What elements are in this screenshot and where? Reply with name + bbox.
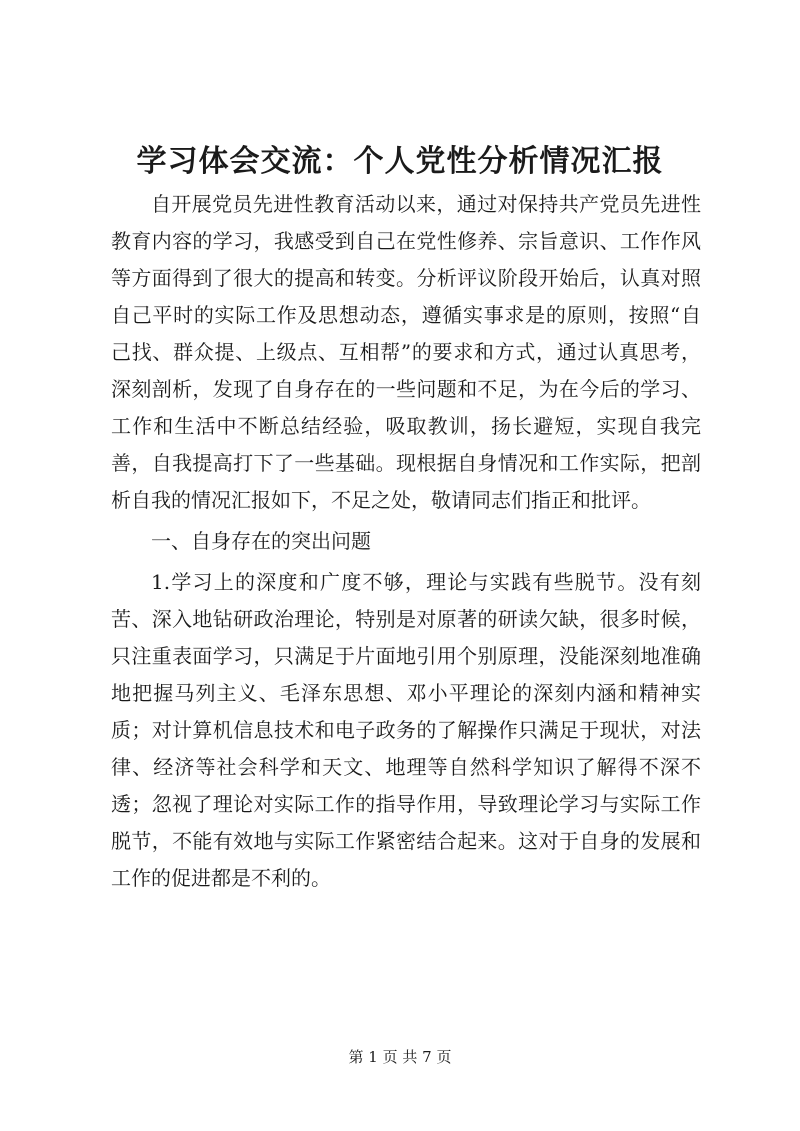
page-footer: 第 1 页 共 7 页	[348, 1048, 452, 1066]
issue-paragraph: 1.学习上的深度和广度不够，理论与实践有些脱节。没有刻苦、深入地钻研政治理论，特别是对原著的研读欠缺，很多时候，只注重表面学习，只满足于片面地引用个别原理，没能深刻地准确地把握马列主义、毛泽东思想、邓小平理论的深刻内涵和精神实质；对计算机信息技术和电子政务的了解操作只满足于现状，对法律、经济等社会科学和天文、地理等自然科学知识了解得不深不透；忽视了理论对实际工作的指导作用，导致理论学习与实际工作脱节，不能有效地与实际工作紧密结合起来。这对于自身的发展和工作的促进都是不利的。	[111, 570, 701, 890]
document-body	[111, 186, 701, 897]
document-title: 学习体会交流：个人党性分析情况汇报	[136, 144, 664, 179]
intro-paragraph: 自开展党员先进性教育活动以来，通过对保持共产党员先进性教育内容的学习，我感受到自己在党性修养、宗旨意识、工作作风等方面得到了很大的提高和转变。分析评议阶段开始后，认真对照自己平时的实际工作及思想动态，遵循实事求是的原则，按照“自己找、群众提、上级点、互相帮”的要求和方式，通过认真思考，深刻剖析，发现了自身存在的一些问题和不足，为在今后的学习、工作和生活中不断总结经验，吸取教训，扬长避短，实现自我完善，自我提高打下了一些基础。现根据自身情况和工作实际，把剖析自我的情况汇报如下，不足之处，敬请同志们指正和批评。	[111, 192, 701, 512]
section-heading: 一、自身存在的突出问题	[151, 529, 371, 553]
